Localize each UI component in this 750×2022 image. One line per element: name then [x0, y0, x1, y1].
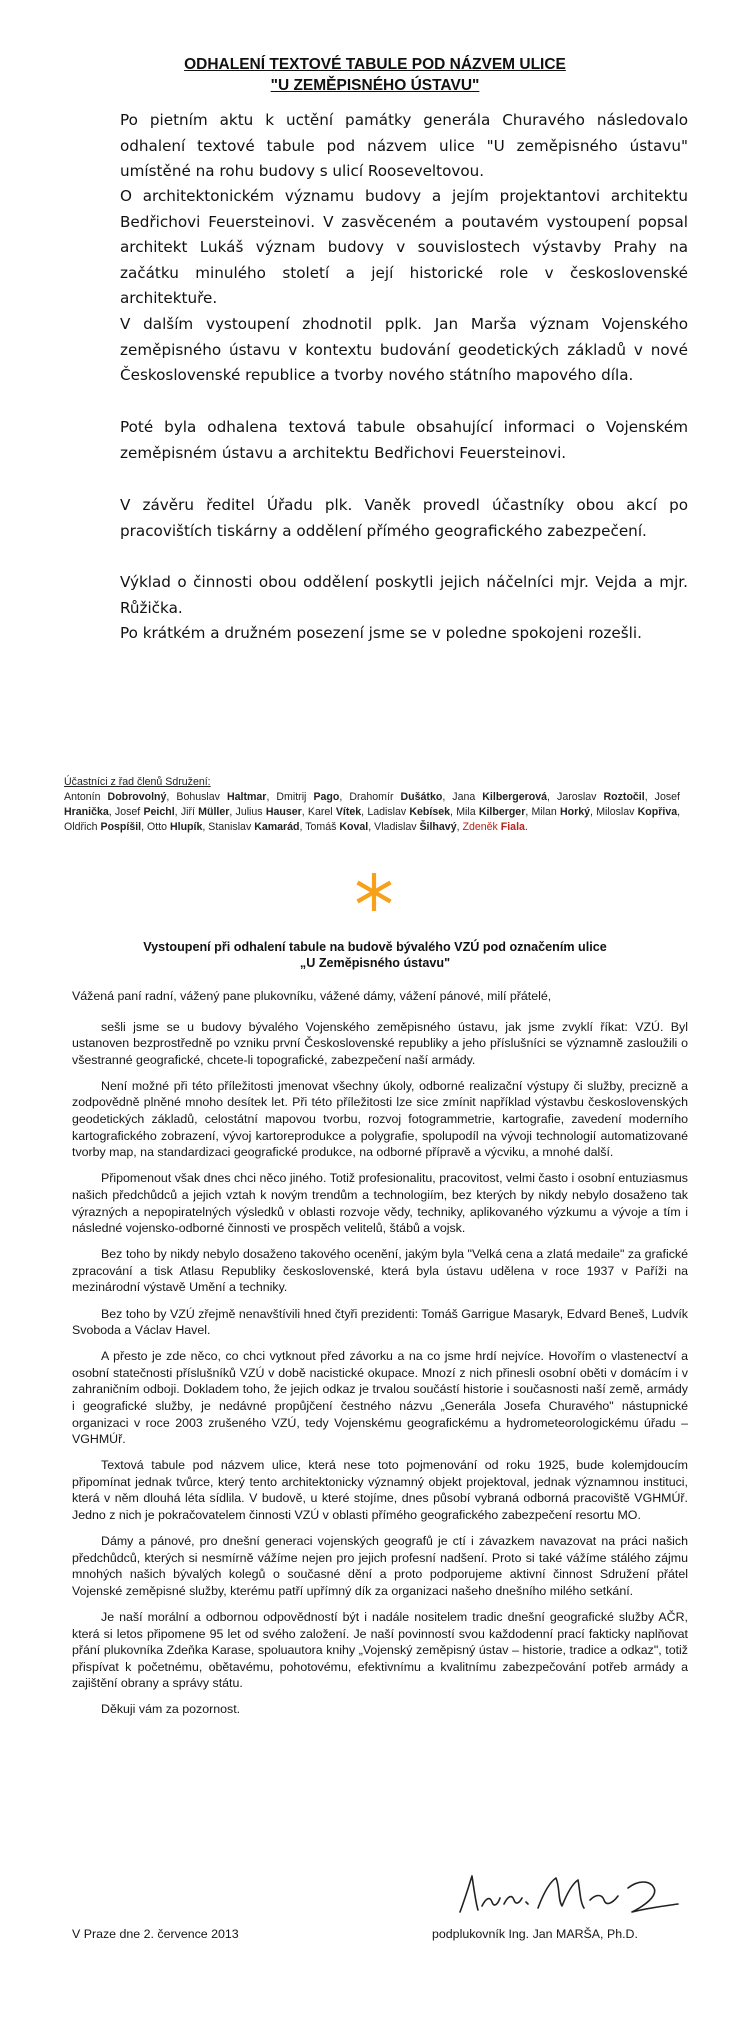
- participant-first-name: Miloslav: [596, 806, 638, 818]
- participant-first-name: Oldřich: [64, 821, 101, 833]
- participant-name: [208, 821, 299, 833]
- participant-surname: Horký: [560, 806, 591, 818]
- report-paragraph: V závěru ředitel Úřadu plk. Vaněk provedl účastníky obou akcí po pracovištích tiskárny a oddělení přímého geografického zabezpečení.: [120, 496, 688, 540]
- speech-paragraph: Bez toho by nikdy nebylo dosaženo takového ocenění, jakým byla "Velká cena a zlatá medaile" za grafické zpracování a tisk Atlasu Republiky československé, která byla ústavu udělena v roce 1937 v Paříži na mezinárodní výstavě Umění a techniky.: [72, 1247, 688, 1295]
- speech-text: [72, 988, 688, 1728]
- participant-surname: Kebísek: [409, 806, 451, 818]
- participant-first-name: Otto: [147, 821, 170, 833]
- participant-name: [452, 791, 547, 803]
- participant-surname: Pago: [313, 791, 340, 803]
- participant-surname: Peichl: [143, 806, 175, 818]
- participant-surname: Vítek: [335, 806, 362, 818]
- speech-paragraph: Připomenout však dnes chci něco jiného. Totiž profesionalitu, pracovitost, velmi často i osobní entuziasmus našich předchůdců a jejich vztah k novým trendům a technologiím, bez kterých by nikdy nebylo dosaženo tak výrazných a nepopiratelných výsledků v oblasti rozvoje vědy, techniky, aplikovaného výzkumu a vývoje a tím i následné vojensko-odborné činnosti ve prospěch velitelů, štábů a vojsk.: [72, 1171, 688, 1236]
- participant-first-name: Stanislav: [208, 821, 255, 833]
- participant-name: [596, 806, 677, 818]
- participant-first-name: Karel: [307, 806, 336, 818]
- signature-image: [452, 1868, 737, 1918]
- participant-surname: Pospíšil: [100, 821, 142, 833]
- participant-surname: Haltmar: [226, 791, 267, 803]
- participant-surname: Kamarád: [254, 821, 300, 833]
- participant-first-name: Jaroslav: [557, 791, 604, 803]
- participant-first-name: Mila: [456, 806, 479, 818]
- report-paragraph: O architektonickém významu budovy a jejím projektantovi architektu Bedřichovi Feuersteinovi. V zasvěceném a poutavém vystoupení popsal architekt Lukáš význam budovy v souvislostech výstavby Prahy na začátku minulého století a její historické role v československé architektuře.: [120, 187, 688, 307]
- report-paragraph: Po pietním aktu k uctění památky generála Churavého následovalo odhalení textové tabule pod názvem ulice "U zeměpisného ústavu" umístěné na rohu budovy s ulicí Rooseveltovou.: [120, 111, 688, 180]
- participant-name: [147, 821, 202, 833]
- participant-name: [176, 791, 266, 803]
- participant-first-name: Tomáš: [305, 821, 340, 833]
- participant-name: [308, 806, 361, 818]
- participant-name: [236, 806, 302, 818]
- document-title-line2: "U ZEMĚPISNÉHO ÚSTAVU": [270, 77, 480, 94]
- speech-salutation: Vážená paní radní, vážený pane plukovníku, vážené dámy, vážení pánové, milí přátelé,: [72, 989, 552, 1003]
- participant-name: [305, 821, 368, 833]
- report-paragraph: Po krátkém a družném posezení jsme se v poledne spokojeni rozešli.: [120, 624, 642, 642]
- participants-list: [64, 775, 680, 835]
- participant-name: [349, 791, 442, 803]
- report-paragraph: Poté byla odhalena textová tabule obsahující informaci o Vojenském zeměpisném ústavu a architektu Bedřichovi Feuersteinovi.: [120, 418, 688, 462]
- speech-title-line1: Vystoupení při odhalení tabule na budově bývalého VZÚ pod označením ulice: [143, 940, 607, 954]
- participant-name: [462, 821, 524, 833]
- participants-heading: Účastníci z řad členů Sdružení:: [64, 776, 211, 788]
- participant-surname: Kilberger: [478, 806, 526, 818]
- participant-name: [115, 806, 175, 818]
- participants-names: Antonín Dobrovolný, Bohuslav Haltmar, Dmitrij Pago, Drahomír Dušátko, Jana Kilbergerová, Jaroslav Roztočil, Josef Hranička, Josef Peichl, Jiří Müller, Julius Hauser, Karel Vítek, Ladislav Kebísek, Mila Kilberger, Milan Horký, Miloslav Kopřiva, Oldřich Pospíšil, Otto Hlupík, Stanislav Kamarád, Tomáš Koval, Vladislav Šilhavý, Zdeněk Fiala.: [64, 791, 681, 833]
- speech-paragraph: sešli jsme se u budovy bývalého Vojenského zeměpisného ústavu, jak jsme zvyklí říkat: VZÚ. Byl ustanoven bezprostředně po vzniku první Československé republiky a jeho příslušníci se významně zasloužili o všestranné geografické, chcete-li topografické, zabezpečení naší armády.: [72, 1019, 688, 1067]
- participant-first-name: Josef: [114, 806, 144, 818]
- report-paragraph: Výklad o činnosti obou oddělení poskytli jejich náčelníci mjr. Vejda a mjr. Růžička.: [120, 573, 688, 617]
- participant-surname: Roztočil: [603, 791, 645, 803]
- speech-title-line2: „U Zeměpisného ústavu": [299, 956, 451, 970]
- participant-name: [531, 806, 590, 818]
- speech-paragraph: A přesto je zde něco, co chci vytknout před závorku a na co jsme hrdí nejvíce. Hovořím o vlastenectví a osobní statečnosti příslušníků VZÚ v době nacistické okupace. Mnozí z nich přinesli osobní oběti v domácím i v zahraničním odboji. Dokladem toho, že jejich odkaz je trvalou součástí historie i současnosti naší země, armády i geografické služby, je nedávné propůjčení čestného názvu „Generála Josefa Churavého" nástupnické organizaci v roce 2003 zrušeného VZÚ, tedy Vojenskému geografickému a hydrometeorologickému úřadu – VGHMÚř.: [72, 1349, 688, 1447]
- participant-first-name: Ladislav: [367, 806, 410, 818]
- participant-first-name: Antonín: [64, 791, 108, 803]
- participant-surname: Hlupík: [169, 821, 203, 833]
- place-date: V Praze dne 2. července 2013: [72, 1927, 239, 1941]
- participant-first-name: Jana: [452, 791, 483, 803]
- speech-paragraph: Je naší morální a odbornou odpovědností být i nadále nositelem tradic dnešní geografické služby AČR, která si letos připomene 95 let od svého založení. Je naší povinností svou každodenní prací fakticky naplňovat přání plukovníka Zdeňka Karase, spoluautora knihy „Vojenský zeměpisný ústav – historie, tradice a odkaz", totiž přispívat k početnému, obětavému, pohotovému, efektivnímu a kvalitnímu zabezpečování potřeb armády a zajištění obrany a správy státu.: [72, 1610, 688, 1691]
- participant-name: [181, 806, 230, 818]
- participant-surname: Dobrovolný: [107, 791, 167, 803]
- participant-surname: Hranička: [64, 806, 109, 818]
- participant-first-name: Bohuslav: [176, 791, 227, 803]
- author-signature-text: podplukovník Ing. Jan MARŠA, Ph.D.: [432, 1927, 638, 1941]
- speech-paragraph: Není možné při této příležitosti jmenovat všechny úkoly, odborné realizační výstupy či služby, precizně a zodpovědně plněné mnoho desítek let. Při této příležitosti lze sice zmínit například výstavbu československých geodetických základů, celostátní mapovou tvorbu, rozvoj fotogrammetrie, kartografie, zavedení moderního kartografického zobrazení, vývoj kartoreprodukce a polygrafie, spolupodíl na vývoji technologií automatizované tvorby map, na standardizaci geografické produkce, na odborné přípravě a výcviku, a mnohé další.: [72, 1078, 688, 1160]
- participant-first-name: Zdeněk: [462, 821, 501, 833]
- speech-paragraph: Bez toho by VZÚ zřejmě nenavštívili hned čtyři prezidenti: Tomáš Garrigue Masaryk, Edvard Beneš, Ludvík Svoboda a Václav Havel.: [72, 1306, 688, 1338]
- participant-name: [276, 791, 339, 803]
- speech-paragraph: Dámy a pánové, pro dnešní generaci vojenských geografů je ctí i závazkem navazovat na práci našich předchůdců, kterých si nesmírně vážíme nejen pro jejich profesní nadšení. Proto si také vážíme stálého zájmu mnohých našich bývalých kolegů o současné dění a proto podporujeme aktivní činnost Sdružení přátel Vojenské zeměpisné služby, kterému patří upřímný dík za organizaci našeho dnešního milého setkání.: [72, 1534, 688, 1598]
- participant-surname: Dušátko: [400, 791, 443, 803]
- report-paragraph: V dalším vystoupení zhodnotil pplk. Jan Marša význam Vojenského zeměpisného ústavu v kontextu budování geodetických základů v nové Československé republice a tvorby nového státního mapového díla.: [120, 315, 688, 384]
- participant-name: [64, 821, 141, 833]
- speech-paragraph: Textová tabule pod názvem ulice, která nese toto pojmenování od roku 1925, bude kolemjdoucím připomínat jednak tvůrce, který tento architektonicky významný objekt projektoval, jednak významnou instituci, která v něm dlouhá léta sídlila. V budově, u které stojíme, dnes působí vybraná odborná pracoviště VGHMÚř. Jedno z nich je pokračovatelem činnosti VZÚ v oblasti přímého geografického zabezpečení resortu MO.: [72, 1458, 688, 1523]
- participant-surname: Kopřiva: [637, 806, 678, 818]
- asterisk-icon: [352, 870, 396, 914]
- participant-first-name: Julius: [235, 806, 266, 818]
- speech-thanks: Děkuji vám za pozornost.: [101, 1702, 241, 1717]
- document-title-line1: ODHALENÍ TEXTOVÉ TABULE POD NÁZVEM ULICE: [184, 56, 566, 73]
- participant-name: [64, 791, 166, 803]
- participant-surname: Koval: [339, 821, 369, 833]
- participant-first-name: Vladislav: [374, 821, 420, 833]
- participant-name: [557, 791, 645, 803]
- participant-first-name: Dmitrij: [276, 791, 314, 803]
- participant-first-name: Jiří: [180, 806, 199, 818]
- participant-surname: Fiala: [500, 821, 525, 833]
- participant-surname: Hauser: [265, 806, 302, 818]
- participant-surname: Šilhavý: [419, 821, 457, 833]
- participant-name: [367, 806, 450, 818]
- participant-first-name: Drahomír: [349, 791, 401, 803]
- participant-surname: Kilbergerová: [482, 791, 548, 803]
- participant-name: [456, 806, 525, 818]
- participant-name: [374, 821, 456, 833]
- participant-first-name: Milan: [531, 806, 560, 818]
- participant-first-name: Josef: [654, 791, 680, 803]
- participant-surname: Müller: [198, 806, 230, 818]
